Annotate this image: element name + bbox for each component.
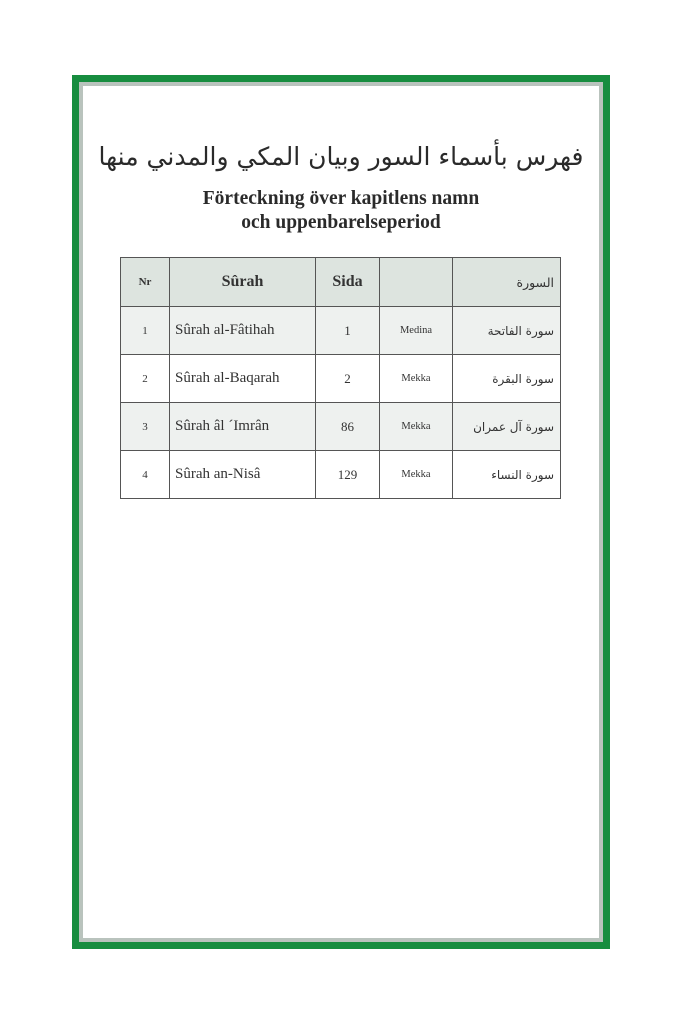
cell-arabic-name: سورة النساء (453, 451, 561, 499)
table-row (121, 355, 561, 403)
cell-surah-name: Sûrah al-Baqarah (170, 355, 316, 403)
cell-nr: 2 (121, 355, 170, 403)
header-surah: Sûrah (170, 258, 316, 307)
cell-arabic-name: سورة الفاتحة (453, 307, 561, 355)
header-place (380, 258, 453, 307)
cell-place: Mekka (380, 355, 453, 403)
surah-index-table (120, 257, 561, 499)
cell-nr: 3 (121, 403, 170, 451)
page-border-gray (79, 82, 603, 942)
cell-surah-name: Sûrah âl ´Imrân (170, 403, 316, 451)
cell-page: 2 (316, 355, 380, 403)
header-arabic: السورة (453, 258, 561, 307)
table-row (121, 307, 561, 355)
title-line-1: Förteckning över kapitlens namn (202, 188, 480, 209)
table-header-row (121, 258, 561, 307)
table-row (121, 451, 561, 499)
cell-surah-name: Sûrah an-Nisâ (170, 451, 316, 499)
title-line-2: och uppenbarelseperiod (241, 212, 441, 233)
cell-page: 86 (316, 403, 380, 451)
page-title (83, 187, 599, 235)
cell-nr: 1 (121, 307, 170, 355)
cell-arabic-name: سورة آل عمران (453, 403, 561, 451)
cell-surah-name: Sûrah al-Fâtihah (170, 307, 316, 355)
cell-nr: 4 (121, 451, 170, 499)
cell-page: 129 (316, 451, 380, 499)
header-sida: Sida (316, 258, 380, 307)
arabic-heading: فهرس بأسماء السور وبيان المكي والمدني منها (98, 142, 584, 171)
cell-arabic-name: سورة البقرة (453, 355, 561, 403)
table-row (121, 403, 561, 451)
page-border-outer (72, 75, 610, 949)
cell-page: 1 (316, 307, 380, 355)
header-nr: Nr (121, 258, 170, 307)
cell-place: Mekka (380, 403, 453, 451)
cell-place: Mekka (380, 451, 453, 499)
cell-place: Medina (380, 307, 453, 355)
page-content (83, 86, 599, 938)
